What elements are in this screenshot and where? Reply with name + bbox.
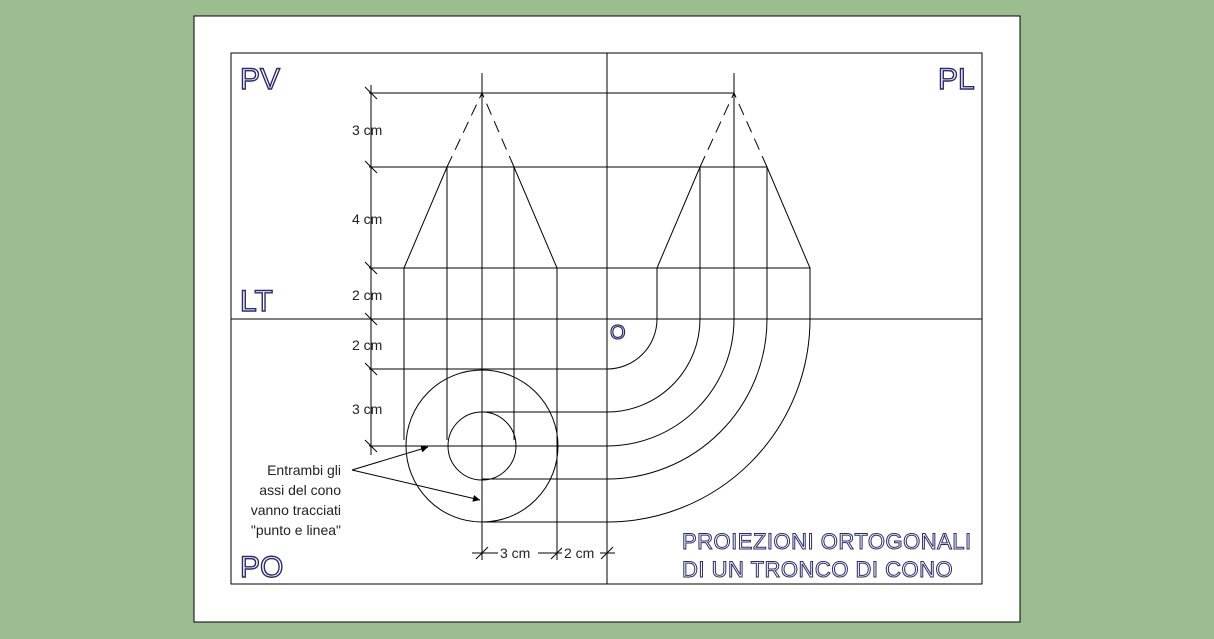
origin-label: O xyxy=(610,322,626,344)
title-line-2: DI UN TRONCO DI CONO xyxy=(682,557,954,582)
dim-top-height: 3 cm xyxy=(352,122,383,138)
dim-bottom-gap: 2 cm xyxy=(564,545,595,561)
note-line-1: Entrambi gli xyxy=(267,462,341,478)
label-lt: LT xyxy=(240,285,273,318)
dim-base-radius: 3 cm xyxy=(352,401,383,417)
title-line-1: PROIEZIONI ORTOGONALI xyxy=(682,529,972,554)
dim-bottom-radius: 3 cm xyxy=(500,545,531,561)
label-pv: PV xyxy=(240,63,281,96)
note-line-2: assi del cono xyxy=(259,482,341,498)
label-po: PO xyxy=(240,551,284,584)
dim-base-gap-up: 2 cm xyxy=(352,287,383,303)
note-line-3: vanno tracciati xyxy=(250,502,341,518)
dim-base-gap-down: 2 cm xyxy=(352,337,383,353)
dim-frustum-height: 4 cm xyxy=(352,211,383,227)
label-pl: PL xyxy=(938,63,975,96)
note-line-4: "punto e linea" xyxy=(250,522,341,538)
